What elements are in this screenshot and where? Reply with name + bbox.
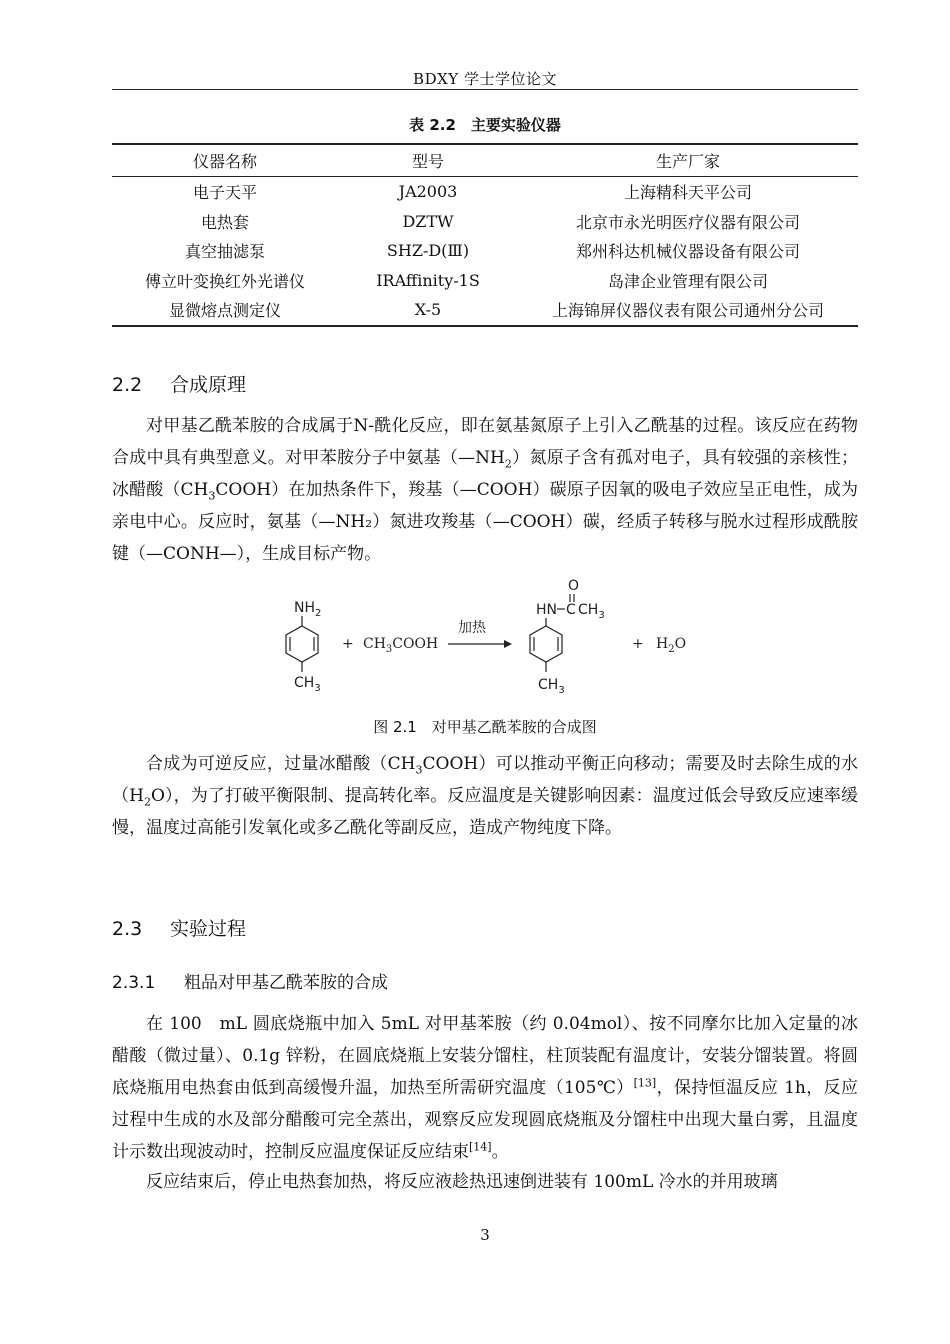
table-cell: 显微熔点测定仪 (112, 295, 338, 326)
table-header-row (112, 144, 858, 177)
section-number: 2.3 (112, 918, 143, 940)
figure-caption: 图 2.1 对甲基乙酰苯胺的合成图 (373, 718, 597, 736)
reaction-condition: 加热 (458, 620, 486, 636)
text-run: COOH）在加热条件下，羧基（—COOH）碳原子因氧的吸电子效应呈正电性，成为亲电中心。反应时，氨基（—NH₂）氮进攻羧基（—COOH）碳，经质子转移与脱水过程形成酰胺键（—CONH—），生成目标产物。 (112, 480, 858, 564)
running-header: BDXY 学士学位论文 (413, 70, 557, 88)
table-row (112, 266, 858, 296)
reactant-methyl-group: $CH_3$ (294, 675, 321, 694)
benzene-ring-icon (530, 626, 562, 662)
acyl-methyl: $CH_3$ (578, 602, 605, 621)
table-cell: 傅立叶变换红外光谱仪 (144, 271, 305, 291)
table-cell: SHZ-D(Ⅲ) (386, 241, 470, 261)
benzene-ring-icon (286, 626, 318, 662)
table-cell: 上海锦屏仪器仪表有限公司通州分公司 (518, 295, 858, 326)
plus-sign: + (632, 636, 644, 652)
table-cell: 岛津企业管理有限公司 (607, 271, 768, 291)
text-run: 在 100 mL 圆底烧瓶中加入 5mL 对甲基苯胺（约 0.04mol）、按不同摩尔比加入定量的冰醋酸（微过量）、0.1g 锌粉，在圆底烧瓶上安装分馏柱，柱顶装配有温度计，安装分馏装置。将圆底烧瓶用电热套由低到高缓慢升温，加热至所需研究温度（105℃） (112, 1014, 858, 1098)
table-row (112, 177, 858, 207)
product-methyl-group: $CH_3$ (538, 677, 565, 696)
column-header: 生产厂家 (518, 144, 858, 177)
section-heading-2-3 (112, 914, 246, 941)
paragraph-reversibility (112, 748, 858, 844)
paragraph-workup (112, 1166, 858, 1198)
table-row (112, 207, 858, 237)
column-header: 仪器名称 (112, 144, 338, 177)
text-run: 合成为可逆反应，过量冰醋酸（CH (146, 754, 416, 774)
text-run: 反应结束后，停止电热套加热，将反应液趁热迅速倒进装有 100mL 冷水的并用玻璃 (146, 1172, 778, 1192)
column-header: 型号 (338, 144, 518, 177)
section-number: 2.2 (112, 374, 143, 396)
paragraph-procedure (112, 1008, 858, 1168)
subscript: 3 (208, 489, 216, 503)
instrument-table (112, 143, 858, 327)
table-cell: DZTW (402, 211, 454, 231)
water-formula: $H_2O$ (656, 636, 687, 655)
subscript: 3 (415, 763, 423, 777)
table-cell: 电热套 (200, 212, 249, 232)
section-title: 实验过程 (170, 918, 247, 940)
text-run: 。 (491, 1142, 509, 1162)
amide-nh-group: HN (536, 602, 557, 618)
citation: [13] (633, 1076, 657, 1090)
table-cell: IRAffinity-1S (376, 270, 480, 290)
table-cell: 电子天平 (192, 183, 257, 203)
subscript: 2 (504, 457, 512, 471)
section-title: 合成原理 (170, 374, 247, 396)
table-cell: X-5 (338, 295, 518, 326)
arrow-head-icon (504, 640, 512, 648)
reactant-amino-group: $NH_2$ (294, 600, 322, 619)
acyl-carbon: C (566, 602, 576, 618)
page-number: 3 (480, 1226, 490, 1244)
text-run: O），为了打破平衡限制、提高转化率。反应温度是关键影响因素：温度过低会导致反应速率缓慢，温度过高能引发氧化或多乙酰化等副反应，造成产物纯度下降。 (112, 786, 859, 838)
carbonyl-oxygen: O (568, 578, 580, 594)
table-cell: 北京市永光明医疗仪器有限公司 (575, 212, 800, 232)
table-cell: 真空抽滤泵 (184, 242, 265, 262)
header-rule (112, 89, 858, 90)
paragraph-principle (112, 410, 858, 570)
text-run: ）氮原子含有孤对电子，具有较强的亲核性；冰醋酸（CH (112, 448, 859, 500)
section-number: 2.3.1 (112, 973, 156, 993)
table-row (112, 236, 858, 266)
plus-sign: + (342, 636, 354, 652)
synthesis-figure (260, 572, 700, 702)
table-row (112, 295, 858, 326)
citation: [14] (469, 1140, 492, 1154)
section-heading-2-3-1 (112, 968, 388, 993)
table-caption: 表 2.2 主要实验仪器 (409, 116, 561, 134)
section-heading-2-2 (112, 370, 246, 397)
section-title: 粗品对甲基乙酰苯胺的合成 (184, 973, 388, 993)
text-run: ，保持恒温反应 1h，反应过程中生成的水及部分醋酸可完全蒸出，观察反应发现圆底烧瓶及分馏柱中出现大量白雾，且温度计示数出现波动时，控制反应温度保证反应结束 (112, 1078, 859, 1162)
acetic-acid-formula: $CH_3COOH$ (363, 636, 439, 655)
text-run: COOH）可以推动平衡正向移动；需要及时去除生成的水（H (112, 754, 858, 806)
subscript: 2 (143, 795, 151, 809)
text-run: 对甲基乙酰苯胺的合成属于N-酰化反应，即在氨基氮原子上引入乙酰基的过程。该反应在药物合成中具有典型意义。对甲苯胺分子中氨基（—NH (112, 416, 858, 468)
table-cell: JA2003 (398, 182, 458, 202)
table-cell: 郑州科达机械仪器设备有限公司 (575, 242, 800, 262)
table-cell: 上海精科天平公司 (623, 183, 752, 203)
